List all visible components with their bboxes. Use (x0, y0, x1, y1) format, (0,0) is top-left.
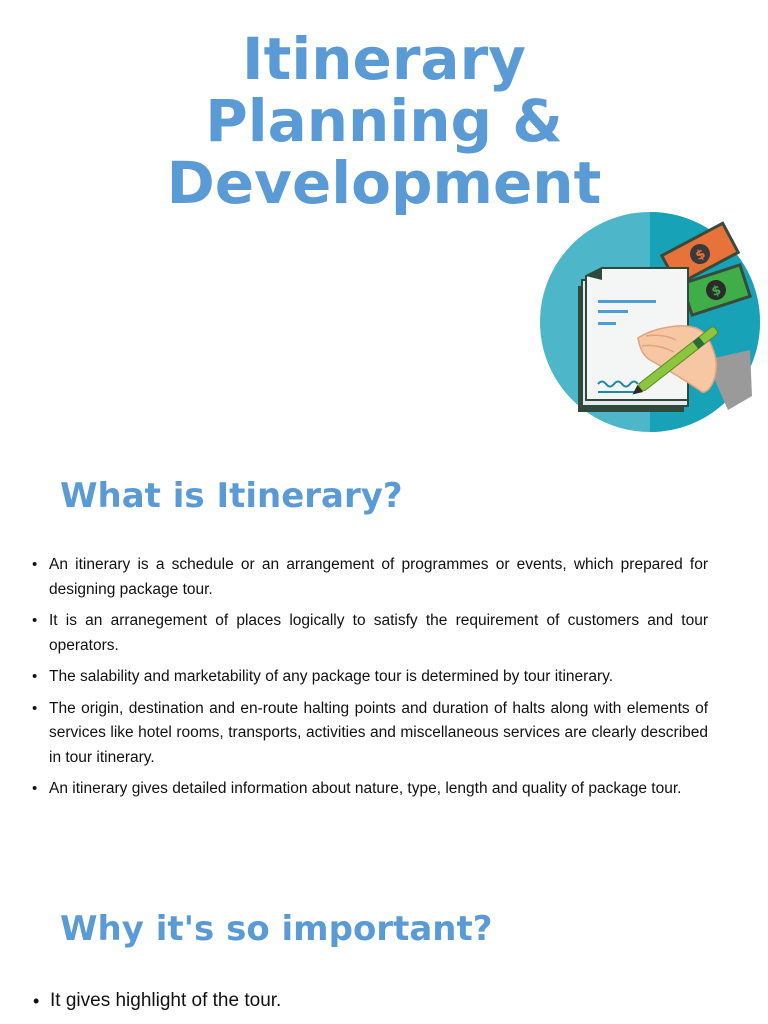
list-item-text: It gives highlight of the tour. (50, 990, 282, 1011)
list-item (32, 609, 708, 658)
what-is-itinerary-list (32, 553, 708, 809)
bullet-icon: • (32, 556, 38, 573)
bullet-icon: • (32, 780, 38, 797)
list-item-text: An itinerary gives detailed information about nature, type, length and quality of package tour. (49, 780, 682, 797)
list-item-text: An itinerary is a schedule or an arrangement of programmes or events, which prepared for designing package tour. (49, 556, 708, 598)
bullet-icon: • (32, 699, 38, 717)
svg-text:$: $ (693, 246, 709, 265)
svg-text:$: $ (709, 282, 724, 300)
section-heading-what-is-itinerary: What is Itinerary? (60, 476, 403, 516)
title-line-1: Itinerary (242, 25, 526, 93)
document-signing-illustration (538, 210, 762, 434)
title-line-2: Planning & (205, 87, 563, 155)
section-heading-why-important: Why it's so important? (60, 909, 493, 949)
list-item-text: It is an arranegement of places logically to satisfy the requirement of customers and tour operators. (49, 612, 708, 654)
list-item-text: The origin, destination and en-route halting points and duration of halts along with elements of services like hotel rooms, transports, activities and miscellaneous services are clearly described in tour itinerary. (49, 699, 708, 766)
list-item (32, 553, 708, 602)
list-item (32, 697, 708, 771)
list-item (32, 777, 708, 802)
bullet-icon: • (32, 612, 38, 629)
bullet-icon: • (33, 991, 40, 1011)
list-item-text: The salability and marketability of any package tour is determined by tour itinerary. (49, 668, 614, 685)
document-signing-with-money-icon (538, 210, 762, 434)
list-item (33, 988, 709, 1014)
bullet-icon: • (32, 668, 38, 685)
list-item (32, 665, 708, 690)
title-line-3: Development (166, 149, 602, 217)
why-important-list (33, 988, 709, 1021)
page-title (0, 25, 768, 217)
